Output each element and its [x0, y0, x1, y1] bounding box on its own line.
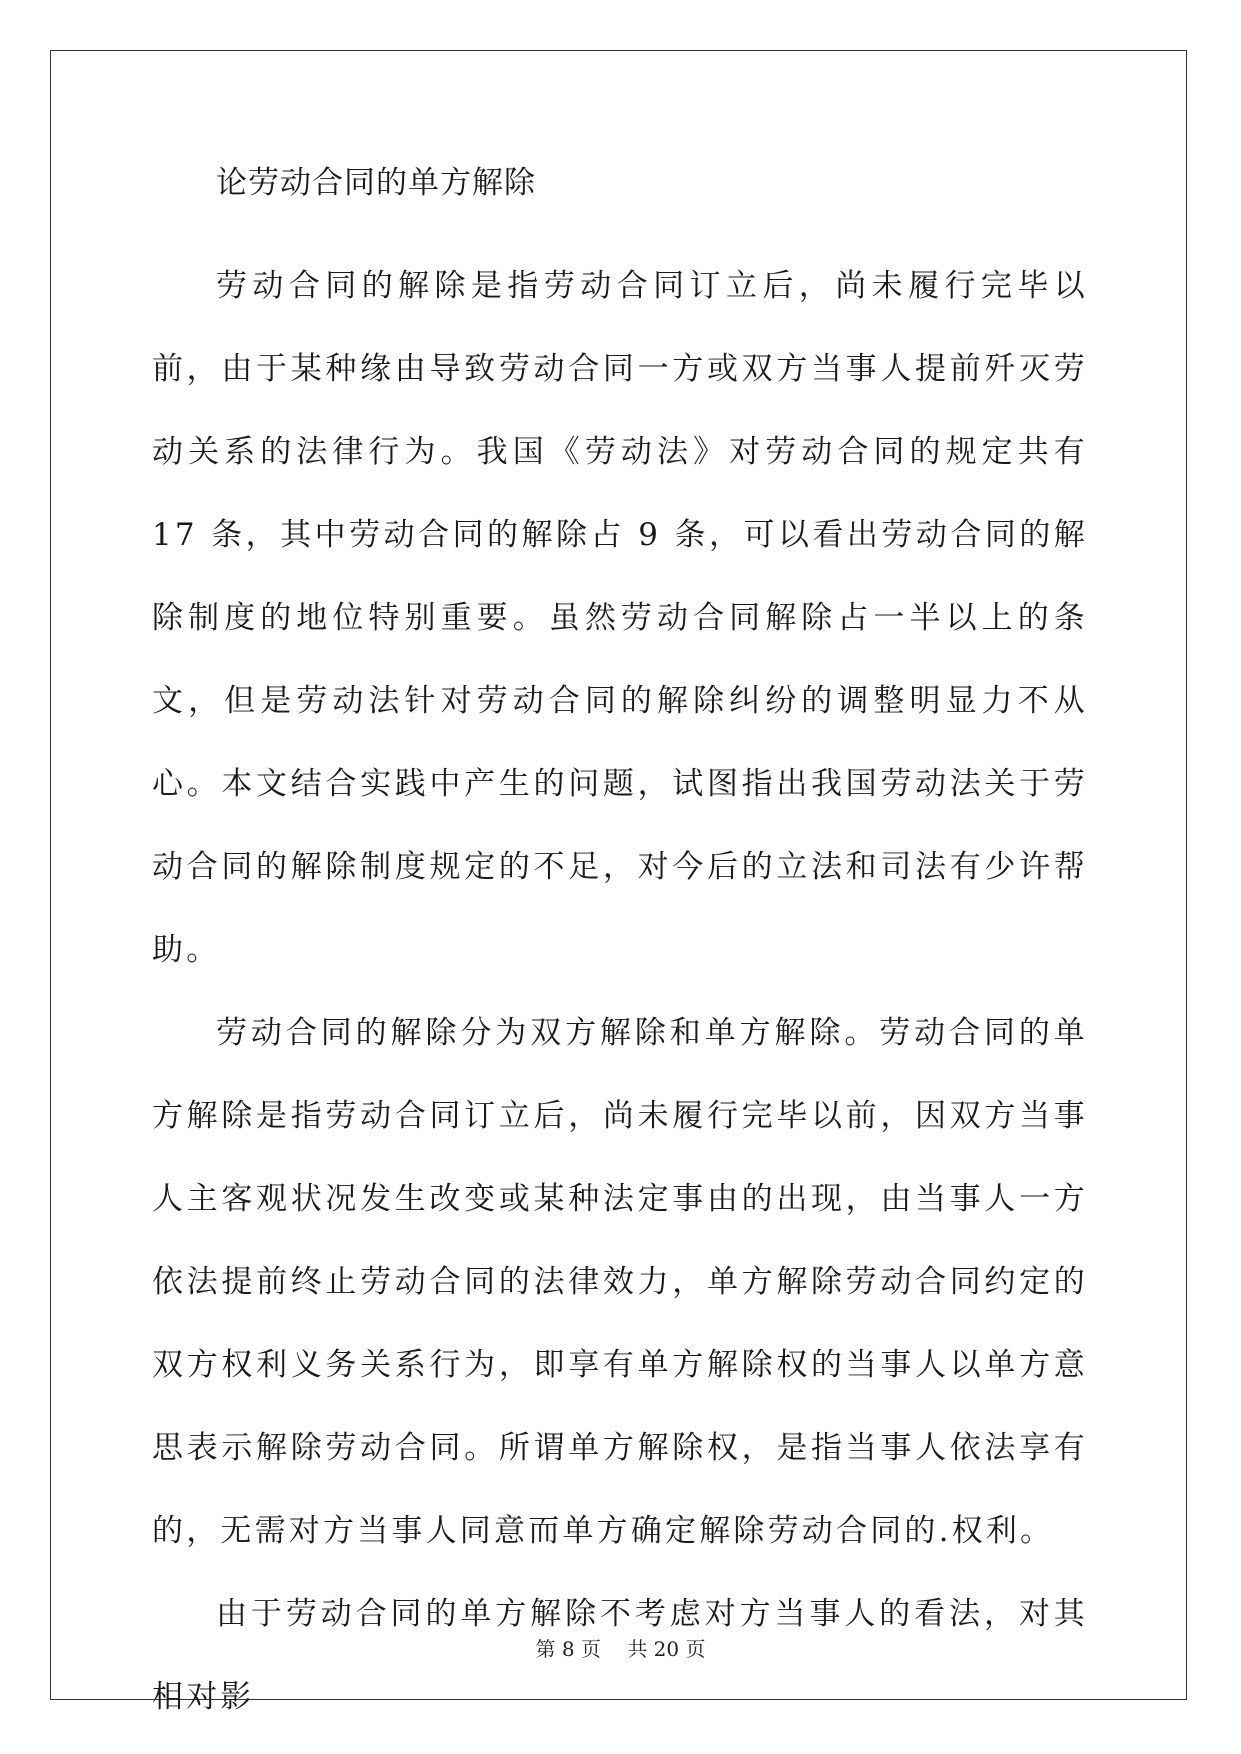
- paragraph-3: 由于劳动合同的单方解除不考虑对方当事人的看法，对其相对影: [152, 1596, 1088, 1715]
- page-footer: [0, 1633, 1241, 1662]
- document-title: 论劳动合同的单方解除: [216, 165, 536, 201]
- paragraph-2: 劳动合同的解除分为双方解除和单方解除。劳动合同的单方解除是指劳动合同订立后，尚未履行完毕以前，因双方当事人主客观状况发生改变或某种法定事由的出现，由当事人一方依法提前终止劳动合同的法律效力，单方解除劳动合同约定的双方权利义务关系行为，即享有单方解除权的当事人以单方意思表示解除劳动合同。所谓单方解除权，是指当事人依法享有的，无需对方当事人同意而单方确定解除劳动合同的.权利。: [152, 1015, 1088, 1549]
- total-pages: 共 20 页: [627, 1637, 706, 1661]
- document-body: [152, 162, 1088, 1739]
- page-number: 第 8 页: [535, 1637, 601, 1661]
- paragraph-1: 劳动合同的解除是指劳动合同订立后，尚未履行完毕以前，由于某种缘由导致劳动合同一方或双方当事人提前歼灭劳动关系的法律行为。我国《劳动法》对劳动合同的规定共有 17 条，其中劳动合同的解除占 9 条，可以看出劳动合同的解除制度的地位特别重要。虽然劳动合同解除占一半以上的条文，但是劳动法针对劳动合同的解除纠纷的调整明显力不从心。本文结合实践中产生的问题，试图指出我国劳动法关于劳动合同的解除制度规定的不足，对今后的立法和司法有少许帮助。: [152, 268, 1088, 968]
